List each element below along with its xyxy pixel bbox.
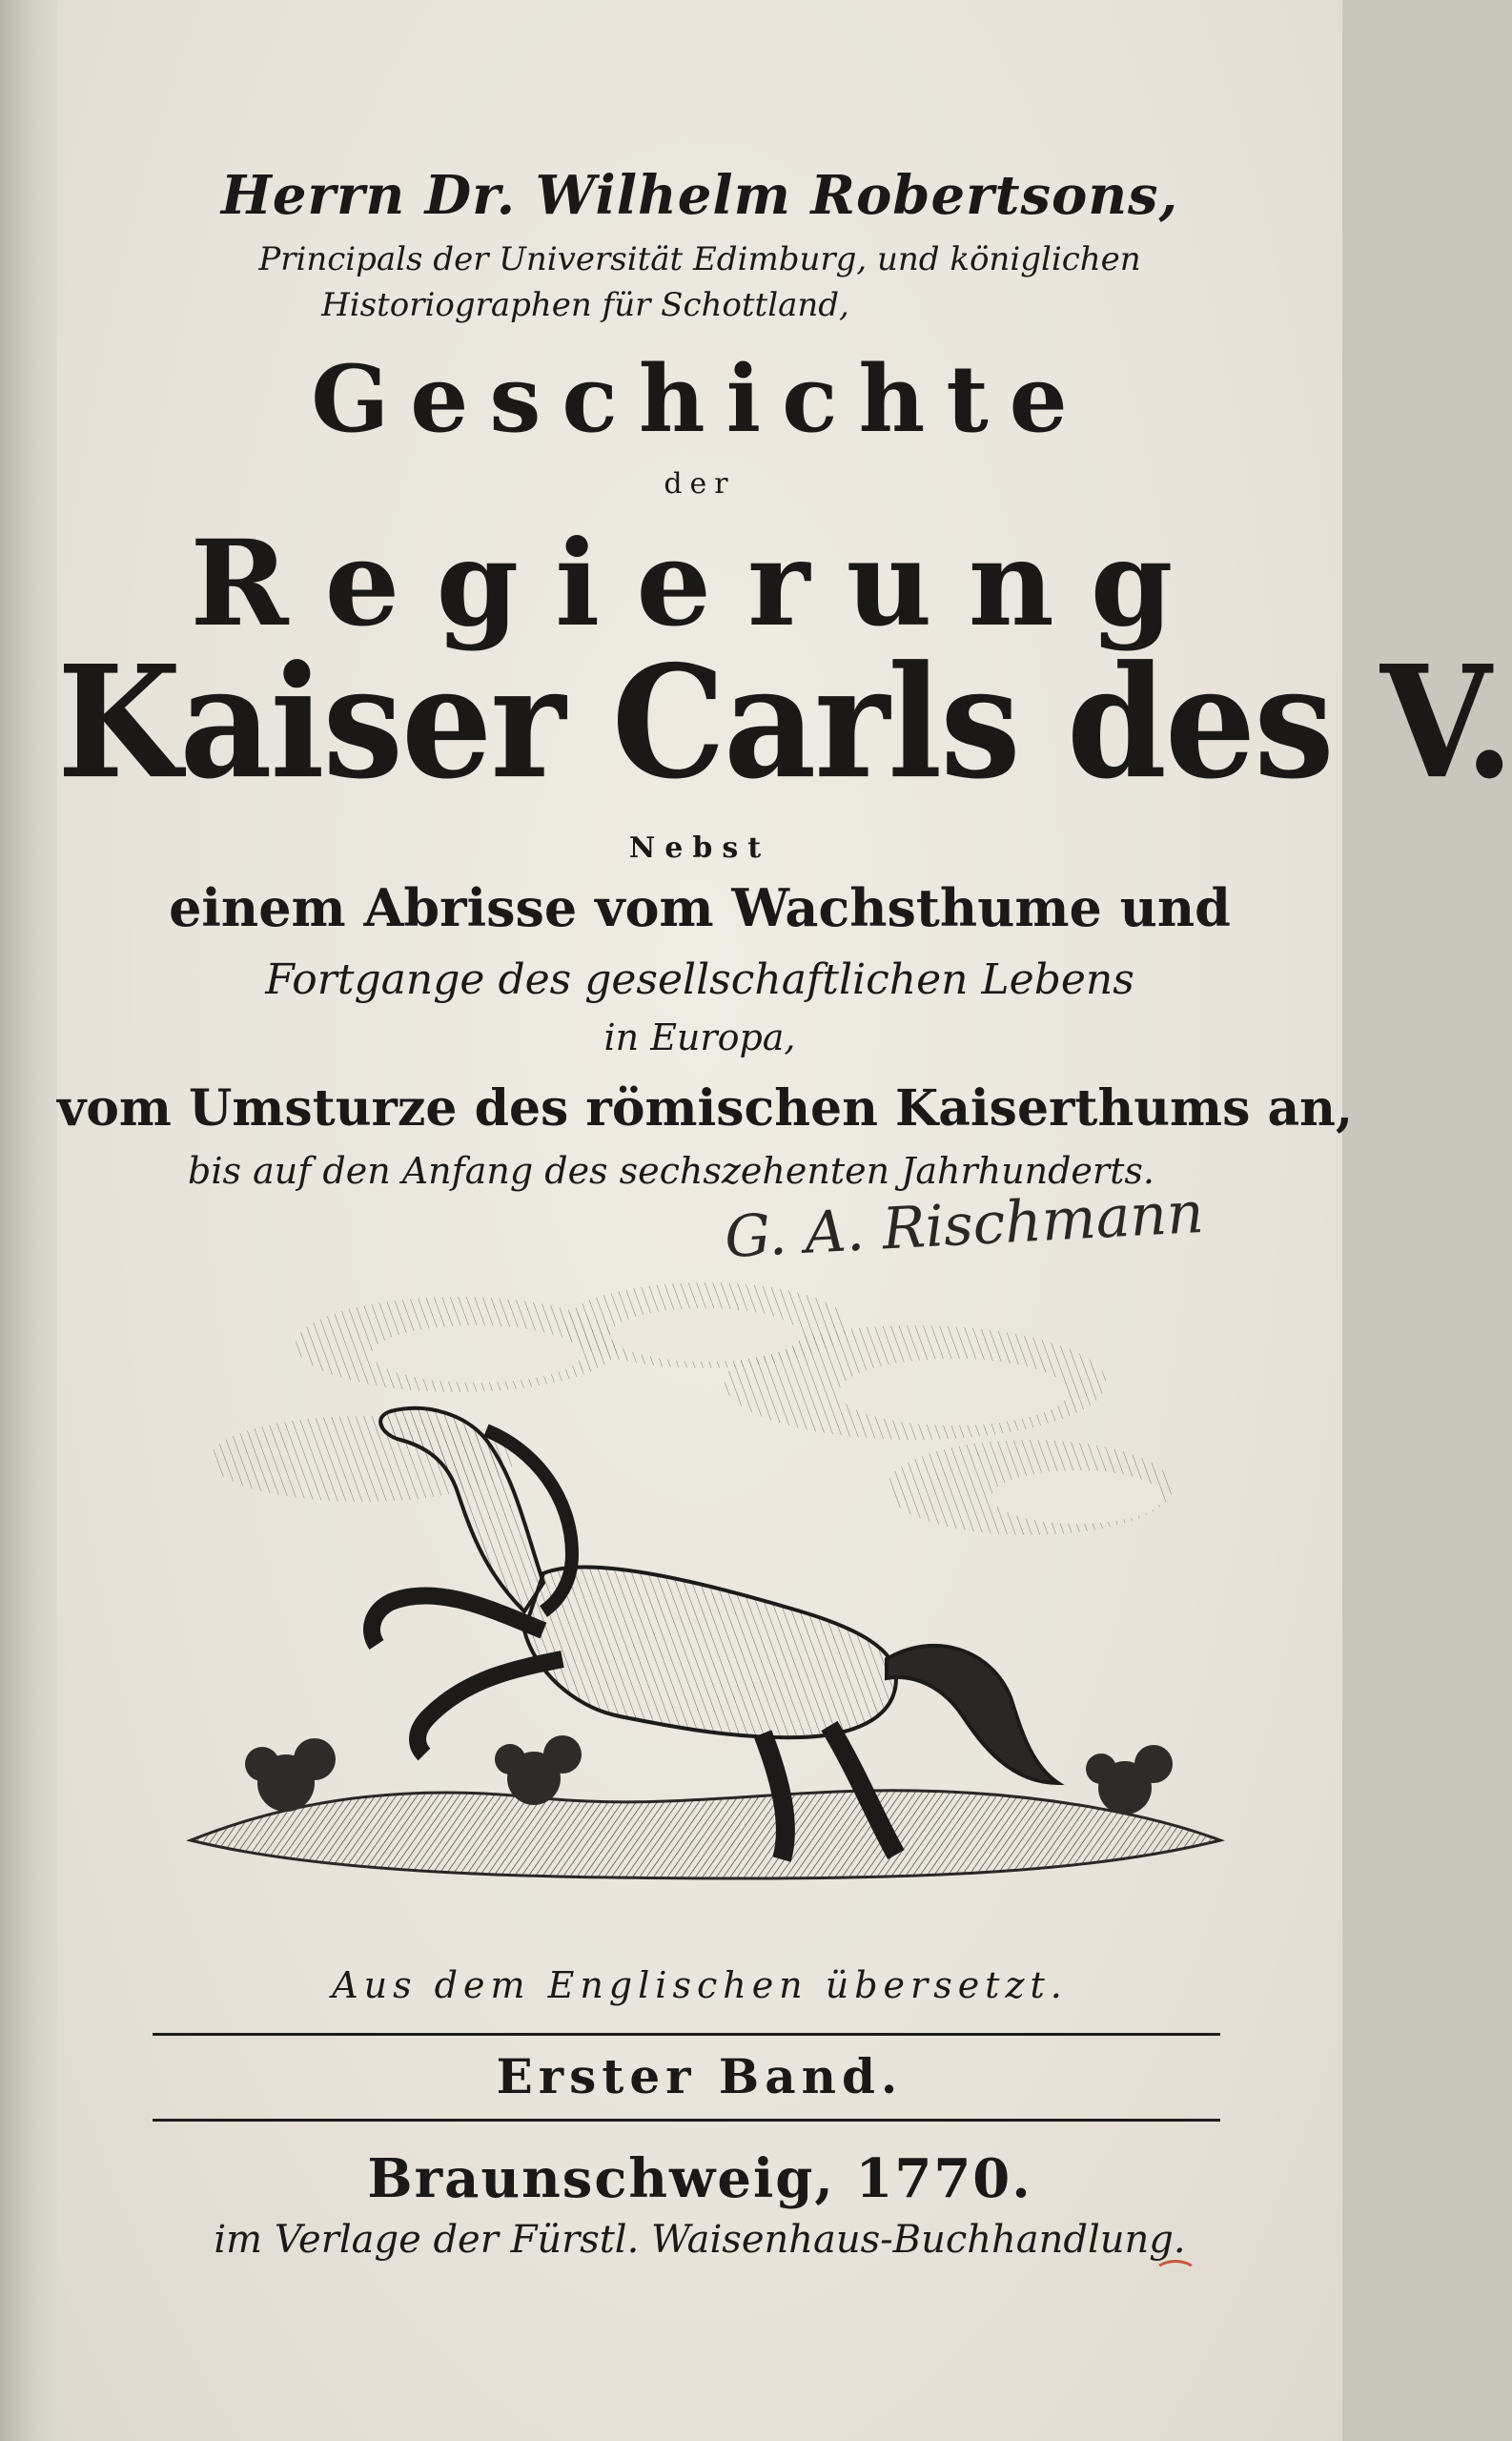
title-regierung: Regierung bbox=[190, 515, 1210, 653]
horse-vignette-image bbox=[172, 1268, 1239, 1926]
author-line: Herrn Dr. Wilhelm Robertsons, bbox=[220, 164, 1179, 227]
subtitle-line-5: bis auf den Anfang des sechszehenten Jahrhunderts. bbox=[188, 1150, 1154, 1192]
place-year: Braunschweig, 1770. bbox=[367, 2147, 1032, 2210]
handwritten-signature: G. A. Rischmann bbox=[723, 1179, 1206, 1272]
nebst-line: Nebst bbox=[628, 831, 771, 865]
translation-note: Aus dem Englischen übersetzt. bbox=[332, 1964, 1068, 2006]
ink-mark bbox=[1154, 2260, 1197, 2287]
volume-label: Erster Band. bbox=[496, 2048, 904, 2104]
ground-mound bbox=[191, 1791, 1220, 1878]
title-connector: der bbox=[664, 467, 736, 501]
title-geschichte: Geschichte bbox=[311, 345, 1089, 453]
subtitle-line-1: einem Abrisse vom Wachsthume und bbox=[169, 877, 1231, 938]
divider-rule-bottom bbox=[153, 2119, 1220, 2122]
title-kaiser-carls: Kaiser Carls des V. bbox=[57, 631, 1512, 814]
author-title-1: Principals der Universität Edimburg, und königlichen bbox=[258, 240, 1141, 278]
publisher-line: im Verlage der Fürstl. Waisenhaus-Buchhandlung. bbox=[214, 2218, 1186, 2262]
divider-rule-top bbox=[153, 2033, 1220, 2036]
subtitle-line-2: Fortgange des gesellschaftlichen Lebens bbox=[265, 955, 1134, 1004]
subtitle-line-4: vom Umsturze des römischen Kaiserthums an, bbox=[57, 1079, 1354, 1138]
cloud-shading bbox=[210, 1282, 1173, 1535]
title-page bbox=[57, 0, 1512, 2441]
author-title-2: Historiographen für Schottland, bbox=[321, 286, 849, 324]
subtitle-line-3: in Europa, bbox=[603, 1016, 796, 1058]
